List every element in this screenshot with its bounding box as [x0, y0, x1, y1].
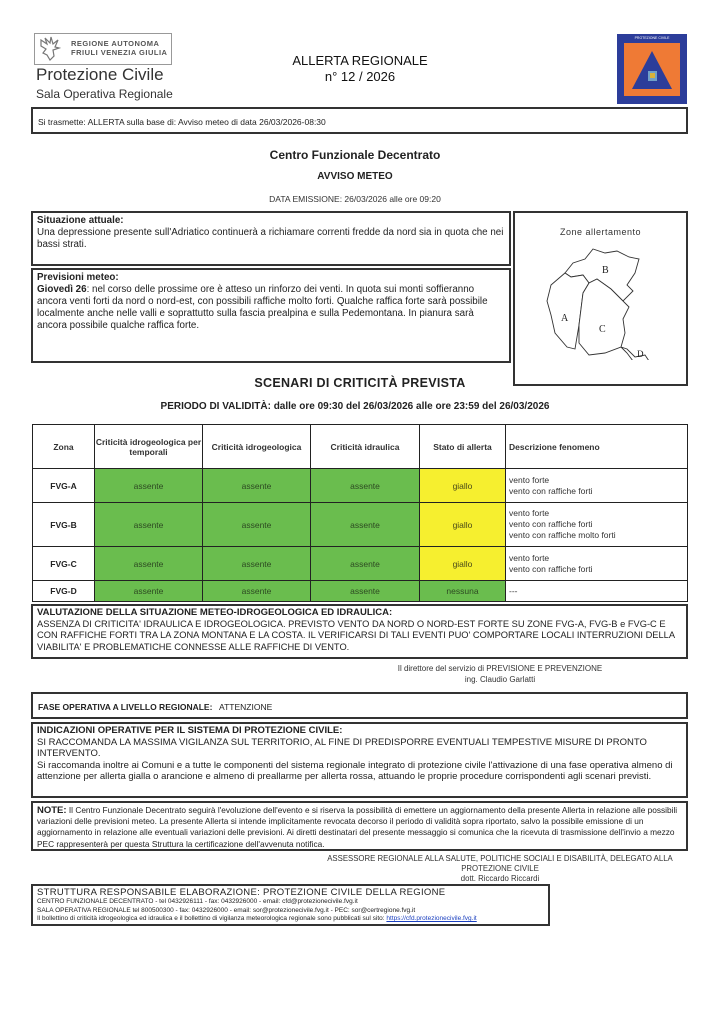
desc-line: vento con raffiche forti [509, 563, 593, 574]
assessore-name: dott. Riccardo Riccardi [460, 874, 540, 883]
regione-fvg-logo [34, 33, 174, 103]
table-row [33, 547, 688, 581]
zona-cell: FVG-B [33, 503, 95, 547]
footer-bulletin-info [37, 915, 544, 924]
assessore-line-2: PROTEZIONE CIVILE [461, 864, 539, 873]
descrizione-cell [506, 581, 688, 602]
indicazioni-text-1: SI RACCOMANDA LA MASSIMA VIGILANZA SUL TERRITORIO, AL FINE DI PREDISPORRE EVENTUALI TEMPESTIVE MISURE DI PRONTO INTERVENTO. [37, 736, 647, 759]
previsioni-title: Previsioni meteo: [37, 272, 119, 283]
descrizione-cell [506, 503, 688, 547]
document-title [255, 53, 465, 85]
footer-sor-contacts: SALA OPERATIVA REGIONALE tel 800500300 - fax: 0432926000 - email: sor@protezionecivile.fvg.it - PEC: sor@certregione.fvg.it [37, 906, 416, 914]
idrogeologica-cell: assente [203, 547, 311, 581]
descrizione-cell [506, 469, 688, 503]
idrogeologica-cell: assente [203, 581, 311, 602]
zona-cell: FVG-C [33, 547, 95, 581]
emblem-text: PROTEZIONE CIVILE [634, 36, 670, 40]
desc-line: vento con raffiche forti [509, 485, 593, 496]
data-emissione: DATA EMISSIONE: 26/03/2026 alle ore 09:20 [269, 194, 441, 204]
cfd-website-link[interactable]: https://cfd.protezionecivile.fvg.it [386, 915, 477, 922]
descrizione-cell [506, 547, 688, 581]
idrogeologica-cell: assente [203, 469, 311, 503]
valutazione-text: ASSENZA DI CRITICITA' IDRAULICA E IDROGEOLOGICA. PREVISTO VENTO DA NORD O NORD-EST FORTE SU ZONE FVG-A, FVG-B e FVG-C E CON RAFFICHE FORTI TRA LA ZONA MONTANA E LA COSTA. IL VERIFICARSI DI TALI EVENTI PUO' COMPORTARE LOCALI INTERRUZIONI DELLA VIABILITA' E PROBLEMATICHE CONNESSE ALLE RAFFICHE DI VENTO. [37, 618, 675, 652]
desc-line: vento forte [509, 474, 550, 485]
direttore-name: ing. Claudio Garlatti [464, 674, 536, 684]
header-descrizione: Descrizione fenomeno [506, 425, 688, 469]
indicazioni-operative-box [31, 722, 688, 798]
scenari-heading: SCENARI DI CRITICITÀ PREVISTA [254, 376, 466, 390]
trasmissione-text: Si trasmette: ALLERTA sulla base di: Avviso meteo di data 26/03/2026-08:30 [38, 117, 326, 127]
stato-allerta-cell: giallo [420, 547, 506, 581]
centro-funzionale-heading: Centro Funzionale Decentrato [269, 148, 441, 162]
note-box [31, 801, 688, 851]
desc-line: vento con raffiche molto forti [509, 530, 616, 540]
previsioni-text: : nel corso delle prossime ore è atteso un rinforzo dei venti. In quota sui monti soffieranno ancora venti forti da nord o nord-est, con possibili raffiche molto forti. Qualche raffica forte sarà possibile localmente anche nelle valli e soprattutto sulla fascia prealpina e sulla Pedemontana. In pianura sarà ancora possibile qualche raffica forte. [37, 284, 488, 331]
fvg-zone-map [545, 245, 665, 360]
alert-title: ALLERTA REGIONALE [292, 53, 428, 68]
situazione-attuale-box [31, 211, 511, 266]
map-label-b: B [602, 265, 609, 276]
footer-box [31, 884, 550, 926]
header-idraulica: Criticità idraulica [311, 425, 420, 469]
map-title: Zone allertamento [559, 227, 642, 237]
header-stato: Stato di allerta [420, 425, 506, 469]
table-header-row [33, 425, 688, 469]
temporali-cell: assente [95, 503, 203, 547]
map-label-c: C [599, 324, 606, 335]
desc-line: vento forte [509, 508, 550, 518]
temporali-cell: assente [95, 547, 203, 581]
zona-cell: FVG-D [33, 581, 95, 602]
note-label: NOTE: [37, 805, 67, 816]
footer-bulletin-text: Il bollettino di criticità idrogeologica ed idraulica e il bollettino di vigilanza meteorologica regionale sono pubblicati sul sito: [37, 915, 387, 922]
region-line-1: REGIONE AUTONOMA [71, 39, 160, 48]
previsioni-day: Giovedì 26 [37, 284, 87, 295]
region-line-2: FRIULI VENEZIA GIULIA [71, 48, 168, 57]
direttore-role: Il direttore del servizio di PREVISIONE E PREVENZIONE [397, 664, 603, 673]
direttore-signature [360, 664, 640, 685]
fase-value: ATTENZIONE [219, 702, 273, 712]
fase-label: FASE OPERATIVA A LIVELLO REGIONALE: [38, 702, 213, 712]
header-zona: Zona [33, 425, 95, 469]
map-label-d: D [637, 349, 644, 359]
idraulica-cell: assente [311, 547, 420, 581]
alert-number: n° 12 / 2026 [324, 69, 396, 84]
assessore-line-1: ASSESSORE REGIONALE ALLA SALUTE, POLITICHE SOCIALI E DISABILITÀ, DELEGATO ALLA [327, 854, 673, 863]
zone-d-shape [621, 347, 649, 360]
protezione-civile-emblem [617, 34, 687, 104]
stato-allerta-cell: giallo [420, 469, 506, 503]
map-label-a: A [561, 313, 569, 324]
org-title: Protezione Civile [36, 65, 164, 84]
temporali-cell: assente [95, 581, 203, 602]
previsioni-meteo-box [31, 268, 511, 363]
footer-title: STRUTTURA RESPONSABILE ELABORAZIONE: PROTEZIONE CIVILE DELLA REGIONE [37, 887, 446, 898]
assessore-signature [300, 854, 700, 884]
criticita-table [32, 424, 688, 602]
temporali-cell: assente [95, 469, 203, 503]
zona-cell: FVG-A [33, 469, 95, 503]
idraulica-cell: assente [311, 581, 420, 602]
note-text: Il Centro Funzionale Decentrato seguirà l'evoluzione dell'evento e si riserva la possibilità di emettere un aggiornamento della presente Allerta in relazione alle possibili variazioni delle previsioni meteo. La presente Allerta si intende implicitamente revocata decorso il periodo di validità sopra riportato, salvo la possibile emissione di un aggiornamento in relazione alle eventuali variazioni delle previsioni. Ai diretti destinatari del presente messaggio si comunica che la ricevuta di trasmissione dell'invio a mezzo PEC rappresenterà per questa Struttura la certificazione dell'avvenuta notifica. [37, 805, 678, 849]
zone-allertamento-map [513, 211, 688, 386]
idrogeologica-cell: assente [203, 503, 311, 547]
idraulica-cell: assente [311, 469, 420, 503]
table-row [33, 503, 688, 547]
trasmissione-box [31, 107, 688, 134]
avviso-meteo-heading: AVVISO METEO [317, 171, 393, 182]
idraulica-cell: assente [311, 503, 420, 547]
indicazioni-text-2: Si raccomanda inoltre ai Comuni e a tutte le componenti del sistema regionale integrato di protezione civile l'attivazione di una fase operativa almeno di attenzione per allerta gialla o arancione e almeno di preallarme per allerta rossa, attuando le proprie procedure corrispondenti agli scenari previsti. [37, 759, 673, 782]
desc-line: --- [509, 585, 518, 596]
desc-line: vento forte [509, 552, 550, 563]
periodo-validita: PERIODO DI VALIDITÀ: dalle ore 09:30 del 26/03/2026 alle ore 23:59 del 26/03/2026 [160, 401, 550, 412]
fase-operativa-box [31, 692, 688, 719]
situazione-text: Una depressione presente sull'Adriatico continuerà a richiamare correnti fredde da nord sia in quota che nei bassi strati. [37, 227, 504, 250]
header-idrogeologica: Criticità idrogeologica [203, 425, 311, 469]
org-subtitle: Sala Operativa Regionale [36, 87, 173, 101]
stato-allerta-cell: giallo [420, 503, 506, 547]
header-temporali: Criticità idrogeologica per temporali [95, 425, 203, 469]
footer-cfd-contacts: CENTRO FUNZIONALE DECENTRATO - tel 0432926111 - fax: 0432926000 - email: cfd@protezionecivile.fvg.it [37, 898, 358, 905]
valutazione-box [31, 604, 688, 659]
table-row [33, 581, 688, 602]
indicazioni-title: INDICAZIONI OPERATIVE PER IL SISTEMA DI PROTEZIONE CIVILE: [37, 725, 343, 736]
previsioni-body [37, 284, 505, 332]
situazione-title: Situazione attuale: [37, 215, 124, 226]
desc-line: vento con raffiche forti [509, 519, 593, 529]
eagle-icon [39, 36, 61, 62]
stato-allerta-cell: nessuna [420, 581, 506, 602]
valutazione-title: VALUTAZIONE DELLA SITUAZIONE METEO-IDROGEOLOGICA ED IDRAULICA: [37, 607, 393, 618]
table-row [33, 469, 688, 503]
triangle-emblem-icon [624, 43, 680, 96]
regione-logo-box [34, 33, 172, 65]
